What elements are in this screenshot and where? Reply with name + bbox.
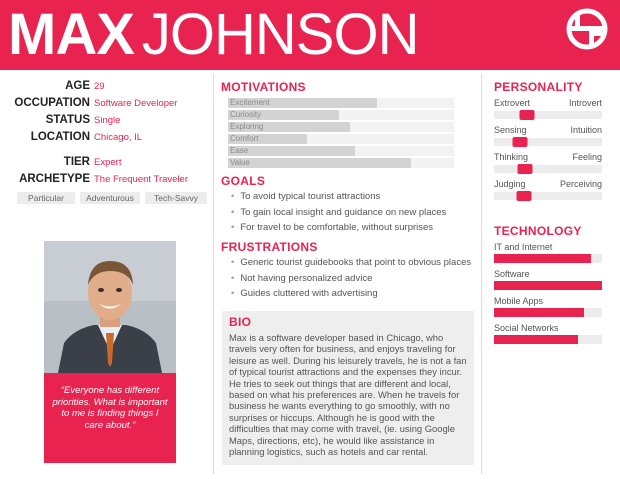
motivation-bar — [228, 134, 454, 144]
last-name: JOHNSON — [141, 2, 419, 67]
info-row-archetype — [0, 173, 210, 188]
info-row-status — [0, 114, 210, 129]
tech-fill — [494, 281, 602, 290]
goal-item: • For travel to be comfortable, without surprises — [231, 220, 446, 236]
tech-bar — [494, 296, 602, 317]
header-banner — [0, 0, 620, 70]
tech-fill — [494, 254, 591, 263]
motivation-bar — [228, 110, 454, 120]
info-row-location — [0, 131, 210, 146]
slider-knob — [517, 191, 532, 201]
motivations-bars — [228, 98, 454, 170]
persona-name — [8, 4, 418, 66]
personality-slider — [494, 179, 602, 200]
info-key: LOCATION — [30, 131, 90, 143]
info-key: STATUS — [45, 114, 90, 126]
slider-track — [494, 165, 602, 173]
tag-tech-savvy: Tech-Savvy — [145, 192, 207, 204]
motivation-label: Exploring — [230, 122, 264, 131]
tech-track — [494, 254, 602, 263]
slider-track — [494, 138, 602, 146]
tag-adventurous: Adventurous — [80, 192, 140, 204]
motivations-title: MOTIVATIONS — [221, 80, 306, 94]
info-value: Single — [94, 115, 121, 126]
goals-list — [231, 189, 446, 236]
motivation-fill — [228, 158, 411, 168]
motivation-label: Excitement — [230, 98, 270, 107]
tech-fill — [494, 308, 584, 317]
frustration-item: • Generic tourist guidebooks that point to obvious places — [231, 255, 471, 271]
bio-text: Max is a software developer based in Chicago, who travels very often for business, and enjoys traveling for leisure as well. During his leisurely travels, he is not a fan of typical tourist attractions and the expenses they incur. He tries to seek out things that are different and local, based on what his preferences are. When he travels for business he wants everything to go smoothly, with no surprises or hiccups. Although he is good with the difficulties that may come with travel, (ie. using Google Maps, directions, etc), he would like assistance in planning logistics, such as hotels and car rental. — [229, 332, 467, 458]
info-value: Chicago, IL — [94, 132, 143, 143]
info-value: Software Developer — [94, 98, 178, 109]
info-key: OCCUPATION — [14, 97, 90, 109]
tag-particular: Particular — [17, 192, 75, 204]
goals-title: GOALS — [221, 174, 266, 188]
info-key: AGE — [65, 80, 90, 92]
info-row-occupation — [0, 97, 210, 112]
column-divider-left — [213, 74, 214, 474]
frustration-item: • Not having personalized advice — [231, 271, 471, 287]
trait-right-label: Intuition — [570, 125, 602, 135]
trait-left-label: Judging — [494, 179, 526, 189]
info-key: TIER — [63, 156, 90, 168]
motivation-bar — [228, 158, 454, 168]
technology-title: TECHNOLOGY — [494, 224, 582, 238]
bio-panel — [222, 311, 474, 465]
frustrations-list — [231, 255, 471, 302]
tech-bar — [494, 242, 602, 263]
tech-bar — [494, 269, 602, 290]
info-value: 29 — [94, 81, 105, 92]
trait-right-label: Perceiving — [559, 179, 602, 189]
tech-track — [494, 308, 602, 317]
tech-track — [494, 281, 602, 290]
slider-track — [494, 111, 602, 119]
goal-item: • To avoid typical tourist attractions — [231, 189, 446, 205]
personality-slider — [494, 125, 602, 146]
tech-fill — [494, 335, 578, 344]
trait-left-label: Extrovert — [494, 98, 531, 108]
info-value: Expert — [94, 157, 122, 168]
lg-logo-icon — [566, 8, 608, 50]
motivation-bar — [228, 98, 454, 108]
trait-left-label: Thinking — [494, 152, 529, 162]
personality-title: PERSONALITY — [494, 80, 583, 94]
trait-right-label: Introvert — [568, 98, 602, 108]
first-name: MAX — [8, 2, 134, 67]
trait-tags — [17, 192, 207, 204]
motivation-label: Ease — [230, 146, 249, 155]
persona-info — [0, 80, 210, 190]
info-row-age — [0, 80, 210, 95]
info-row-tier — [0, 156, 210, 171]
motivation-label: Value — [230, 158, 250, 167]
tech-label: Software — [494, 269, 530, 279]
personality-slider — [494, 98, 602, 119]
info-value: The Frequent Traveler — [94, 174, 188, 185]
slider-knob — [512, 137, 527, 147]
motivation-bar — [228, 146, 454, 156]
frustrations-title: FRUSTRATIONS — [221, 240, 318, 254]
trait-left-label: Sensing — [494, 125, 527, 135]
motivation-label: Comfort — [230, 134, 259, 143]
motivation-label: Curiosity — [230, 110, 262, 119]
frustration-item: • Guides cluttered with advertising — [231, 286, 471, 302]
persona-quote: “Everyone has different priorities. What is important to me is finding things I care about.” — [44, 373, 176, 463]
persona-photo — [44, 241, 176, 373]
tech-label: IT and Internet — [494, 242, 553, 252]
tech-track — [494, 335, 602, 344]
tech-label: Mobile Apps — [494, 296, 544, 306]
trait-right-label: Feeling — [572, 152, 602, 162]
slider-track — [494, 192, 602, 200]
column-divider-right — [481, 74, 482, 474]
portrait-illustration — [44, 241, 176, 373]
slider-knob — [520, 110, 535, 120]
tech-label: Social Networks — [494, 323, 559, 333]
goal-item: • To gain local insight and guidance on new places — [231, 205, 446, 221]
slider-knob — [518, 164, 533, 174]
personality-slider — [494, 152, 602, 173]
info-key: ARCHETYPE — [19, 173, 90, 185]
motivation-bar — [228, 122, 454, 132]
bio-title: BIO — [229, 315, 252, 329]
tech-bar — [494, 323, 602, 344]
